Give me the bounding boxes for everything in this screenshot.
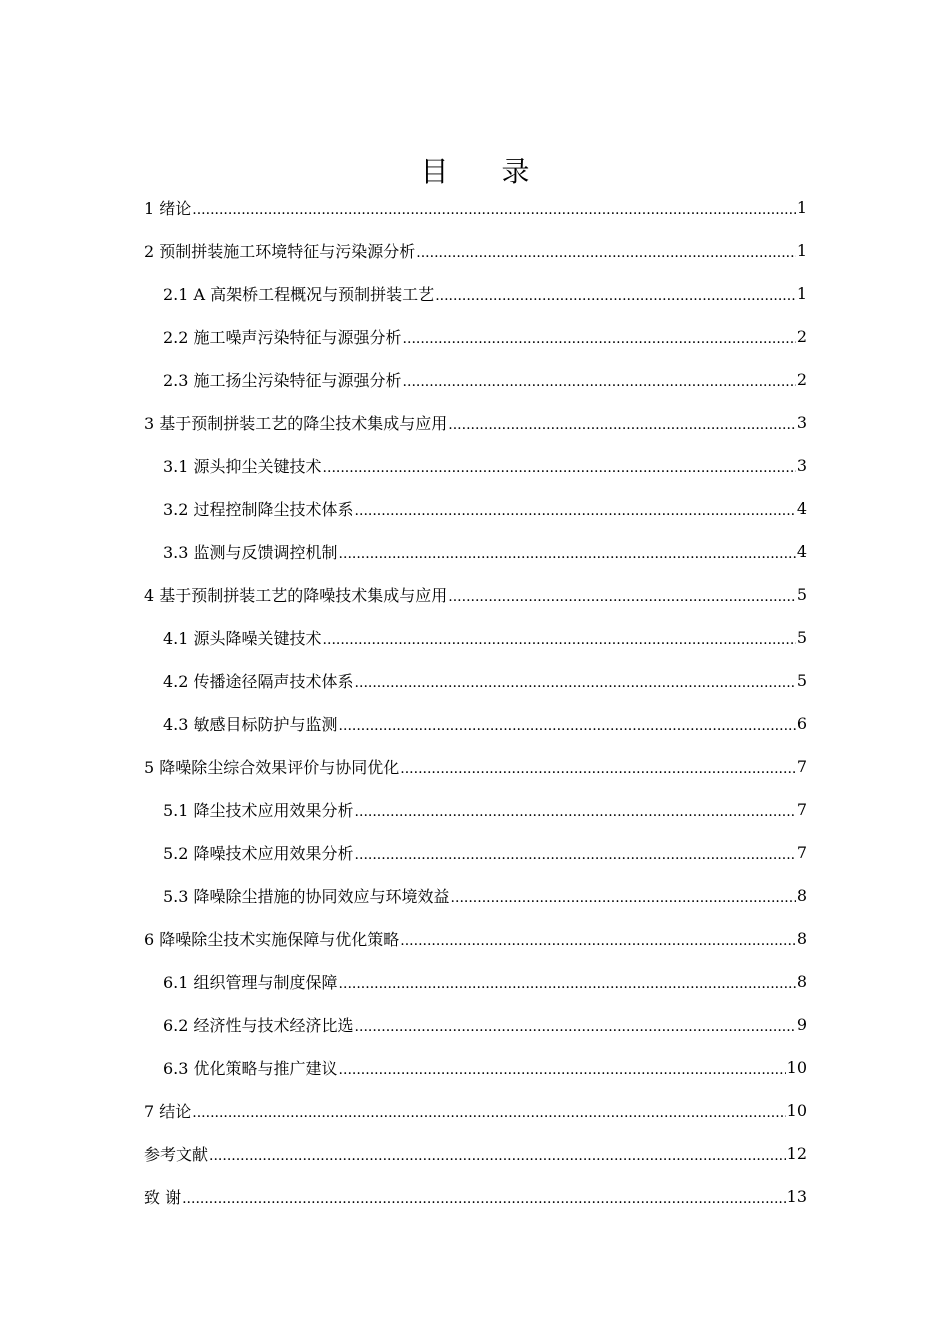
toc-entry-label: 5.1 降尘技术应用效果分析 — [163, 801, 354, 820]
toc-entry[interactable] — [144, 487, 807, 530]
toc-leader-dots — [323, 632, 796, 648]
toc-entry[interactable] — [144, 1175, 807, 1218]
toc-entry-label: 1 绪论 — [144, 199, 192, 218]
toc-entry-page: 3 — [796, 413, 807, 432]
toc-entry[interactable] — [144, 401, 807, 444]
toc-list — [144, 186, 807, 1218]
toc-entry[interactable] — [144, 702, 807, 745]
toc-leader-dots — [339, 546, 796, 562]
toc-leader-dots — [400, 761, 796, 777]
toc-entry[interactable] — [144, 1132, 807, 1175]
toc-entry[interactable] — [144, 358, 807, 401]
toc-entry-label: 4.2 传播途径隔声技术体系 — [163, 672, 354, 691]
toc-entry[interactable] — [144, 444, 807, 487]
toc-entry-label: 5 降噪除尘综合效果评价与协同优化 — [144, 758, 400, 777]
toc-entry-label: 4.3 敏感目标防护与监测 — [163, 715, 338, 734]
toc-entry-label: 7 结论 — [144, 1102, 192, 1121]
toc-entry[interactable] — [144, 229, 807, 272]
toc-entry[interactable] — [144, 1003, 807, 1046]
toc-entry[interactable] — [144, 960, 807, 1003]
toc-leader-dots — [448, 417, 796, 433]
toc-entry-page: 2 — [796, 327, 807, 346]
toc-leader-dots — [451, 890, 796, 906]
toc-entry-page: 10 — [786, 1058, 807, 1077]
toc-leader-dots — [339, 976, 796, 992]
toc-entry-label: 4 基于预制拼装工艺的降噪技术集成与应用 — [144, 586, 448, 605]
toc-entry[interactable] — [144, 831, 807, 874]
toc-entry-label: 3 基于预制拼装工艺的降尘技术集成与应用 — [144, 414, 448, 433]
toc-leader-dots — [355, 804, 796, 820]
toc-leader-dots — [355, 503, 796, 519]
toc-entry[interactable] — [144, 616, 807, 659]
toc-entry-label: 6.3 优化策略与推广建议 — [163, 1059, 338, 1078]
toc-entry[interactable] — [144, 573, 807, 616]
toc-entry-label: 5.2 降噪技术应用效果分析 — [163, 844, 354, 863]
toc-entry-page: 3 — [796, 456, 807, 475]
toc-entry-label: 致 谢 — [144, 1188, 182, 1207]
toc-entry-page: 13 — [786, 1187, 807, 1206]
toc-entry-page: 4 — [796, 499, 807, 518]
toc-entry[interactable] — [144, 788, 807, 831]
toc-leader-dots — [209, 1148, 786, 1164]
toc-entry-page: 8 — [796, 886, 807, 905]
toc-leader-dots — [182, 1191, 786, 1207]
toc-entry-label: 2 预制拼装施工环境特征与污染源分析 — [144, 242, 416, 261]
toc-leader-dots — [416, 245, 796, 261]
toc-leader-dots — [192, 1105, 785, 1121]
toc-entry[interactable] — [144, 917, 807, 960]
toc-leader-dots — [448, 589, 796, 605]
toc-entry-label: 3.1 源头抑尘关键技术 — [163, 457, 322, 476]
toc-leader-dots — [355, 1019, 796, 1035]
toc-entry-page: 5 — [796, 585, 807, 604]
toc-entry-page: 7 — [796, 757, 807, 776]
toc-leader-dots — [192, 202, 796, 218]
toc-entry[interactable] — [144, 186, 807, 229]
toc-entry[interactable] — [144, 272, 807, 315]
toc-entry-page: 1 — [796, 198, 807, 217]
toc-entry-page: 8 — [796, 929, 807, 948]
toc-entry-page: 2 — [796, 370, 807, 389]
toc-entry-page: 9 — [796, 1015, 807, 1034]
toc-entry-label: 5.3 降噪除尘措施的协同效应与环境效益 — [163, 887, 450, 906]
toc-entry-label: 2.1 A 高架桥工程概况与预制拼装工艺 — [163, 285, 435, 304]
toc-entry-label: 2.2 施工噪声污染特征与源强分析 — [163, 328, 402, 347]
toc-entry[interactable] — [144, 745, 807, 788]
toc-entry-page: 1 — [796, 241, 807, 260]
toc-entry-label: 3.2 过程控制降尘技术体系 — [163, 500, 354, 519]
toc-entry-label: 6.2 经济性与技术经济比选 — [163, 1016, 354, 1035]
toc-entry-page: 4 — [796, 542, 807, 561]
toc-entry[interactable] — [144, 530, 807, 573]
toc-entry-page: 7 — [796, 843, 807, 862]
toc-entry[interactable] — [144, 874, 807, 917]
toc-entry-label: 参考文献 — [144, 1145, 209, 1164]
toc-entry-page: 10 — [786, 1101, 807, 1120]
toc-leader-dots — [403, 331, 796, 347]
toc-leader-dots — [339, 718, 796, 734]
toc-entry-label: 2.3 施工扬尘污染特征与源强分析 — [163, 371, 402, 390]
toc-leader-dots — [355, 847, 796, 863]
toc-entry[interactable] — [144, 1089, 807, 1132]
toc-leader-dots — [355, 675, 796, 691]
toc-entry-page: 7 — [796, 800, 807, 819]
toc-entry-label: 6.1 组织管理与制度保障 — [163, 973, 338, 992]
toc-leader-dots — [339, 1062, 786, 1078]
toc-entry[interactable] — [144, 659, 807, 702]
toc-entry-page: 8 — [796, 972, 807, 991]
toc-entry-page: 5 — [796, 671, 807, 690]
toc-entry-page: 12 — [786, 1144, 807, 1163]
toc-entry[interactable] — [144, 315, 807, 358]
toc-leader-dots — [403, 374, 796, 390]
toc-entry-label: 6 降噪除尘技术实施保障与优化策略 — [144, 930, 400, 949]
toc-entry[interactable] — [144, 1046, 807, 1089]
toc-leader-dots — [323, 460, 796, 476]
toc-entry-label: 4.1 源头降噪关键技术 — [163, 629, 322, 648]
toc-entry-page: 6 — [796, 714, 807, 733]
toc-entry-page: 1 — [796, 284, 807, 303]
toc-leader-dots — [435, 288, 796, 304]
toc-leader-dots — [400, 933, 796, 949]
toc-entry-label: 3.3 监测与反馈调控机制 — [163, 543, 338, 562]
toc-title: 目 录 — [420, 155, 552, 188]
toc-entry-page: 5 — [796, 628, 807, 647]
